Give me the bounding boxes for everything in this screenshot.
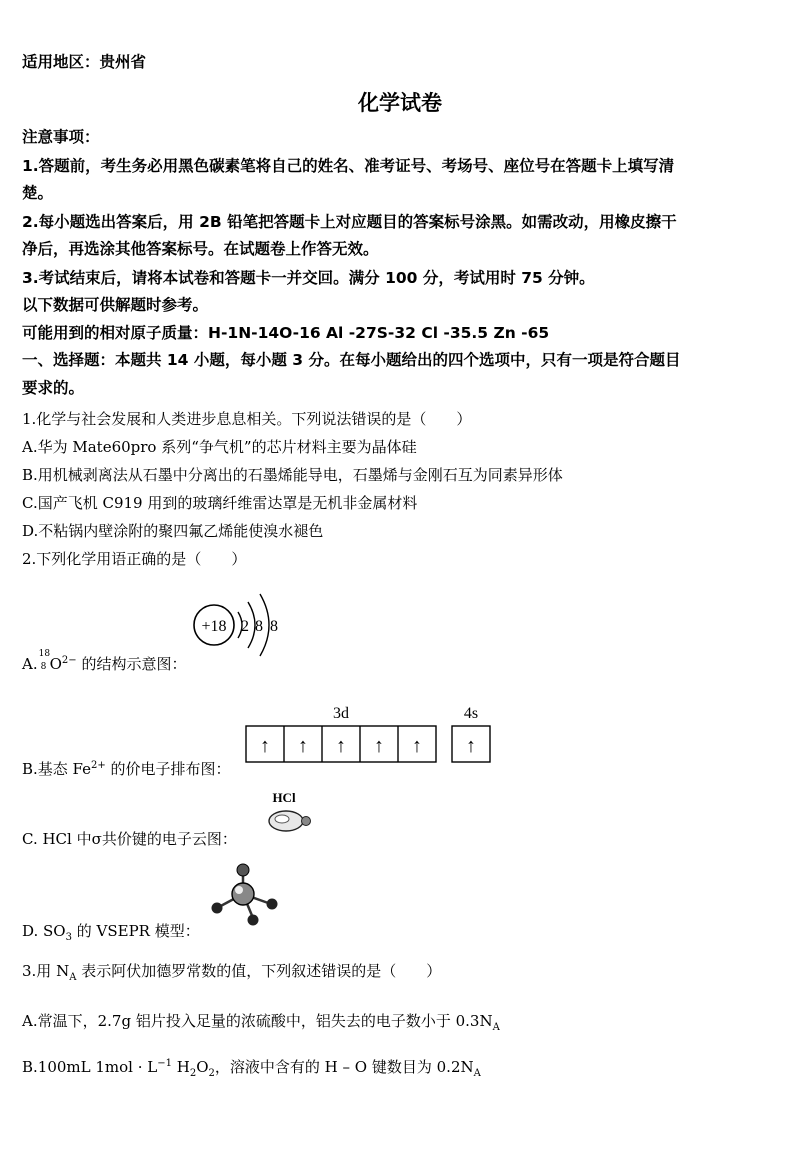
q2-stem: 2.下列化学用语正确的是（ ） <box>22 550 247 568</box>
hcl-image-label: HCl <box>272 790 296 805</box>
notice-item1-line2: 楚。 <box>22 184 54 202</box>
q2-a-symbol: O <box>49 655 62 673</box>
shell-3-count: 8 <box>270 618 278 635</box>
atomic-number: 8 <box>40 662 47 672</box>
q2-option-b <box>22 758 231 779</box>
q3-b-sub2: 2 <box>208 1068 215 1079</box>
shell-2-count: 8 <box>255 618 263 635</box>
q3-stem-sub: A <box>69 972 77 983</box>
section1-line2: 要求的。 <box>22 379 85 397</box>
q3-b-mid1: H <box>171 1058 190 1076</box>
q1-option-a: A.华为 Mate60pro 系列“争气机”的芯片材料主要为晶体硅 <box>22 438 417 456</box>
q1-option-b: B.用机械剥离法从石墨中分离出的石墨烯能导电，石墨烯与金刚石互为同素异形体 <box>22 466 563 484</box>
q3-b-sup: −1 <box>157 1058 172 1069</box>
vsepr-model-image <box>205 858 285 930</box>
q2-b-suffix: 的价电子排布图： <box>105 760 231 778</box>
q2-b-prefix: B.基态 Fe <box>22 760 92 778</box>
electron-arrow-3d-5: ↑ <box>412 735 422 757</box>
q3-b-sub3: A <box>473 1068 481 1079</box>
q2-d-sub: 3 <box>65 932 72 943</box>
orbital-diagram <box>244 700 504 770</box>
q2-option-d <box>22 920 200 943</box>
q2-d-suffix: 的 VSEPR 模型： <box>71 922 200 940</box>
q1-stem: 1.化学与社会发展和人类进步息息相关。下列说法错误的是（ ） <box>22 410 472 428</box>
q2-d-prefix: D. SO <box>22 922 66 940</box>
q2-a-prefix: A. <box>22 655 38 673</box>
q2-a-charge: 2− <box>61 655 77 666</box>
q2-a-suffix: 的结构示意图： <box>76 655 187 673</box>
atomic-mass-values: H-1N-14O-16 Al -27S-32 Cl -35.5 Zn -65 <box>208 324 550 342</box>
nucleus-charge: +18 <box>201 618 227 635</box>
atomic-structure-diagram <box>190 590 300 660</box>
orbital-label-3d: 3d <box>333 705 349 722</box>
electron-arrow-3d-1: ↑ <box>260 735 270 757</box>
section1-line1: 一、选择题：本题共 14 小题，每小题 3 分。在每小题给出的四个选项中，只有一项是符合题目 <box>22 351 681 369</box>
q3-stem-suffix: 表示阿伏加德罗常数的值，下列叙述错误的是（ ） <box>76 962 442 980</box>
q2-option-a <box>22 649 187 674</box>
data-reference: 以下数据可供解题时参考。 <box>22 296 209 314</box>
q3-option-b <box>22 1056 481 1079</box>
q3-b-mid2: O <box>196 1058 209 1076</box>
atomic-mass-line <box>22 321 549 343</box>
shell-1-count: 2 <box>241 618 249 635</box>
q3-b-prefix: B.100mL 1mol · L <box>22 1058 158 1076</box>
q1-option-c: C.国产飞机 C919 用到的玻璃纤维雷达罩是无机非金属材料 <box>22 494 418 512</box>
orbital-label-4s: 4s <box>463 705 479 722</box>
q3-b-sub1: 2 <box>189 1068 197 1079</box>
mass-number: 18 <box>38 649 51 659</box>
q3-option-a <box>22 1010 500 1033</box>
hcl-electron-cloud-image <box>262 786 322 836</box>
electron-arrow-4s: ↑ <box>466 735 476 757</box>
notice-item2-line2: 净后，再选涂其他答案标号。在试题卷上作答无效。 <box>22 240 379 258</box>
notice-item2-line1: 2.每小题选出答案后，用 2B 铅笔把答题卡上对应题目的答案标号涂黑。如需改动，用橡皮擦干 <box>22 213 677 231</box>
electron-arrow-3d-2: ↑ <box>298 735 308 757</box>
q2-option-c: C. HCl 中σ共价键的电子云图： <box>22 830 237 848</box>
notice-heading: 注意事项： <box>22 128 100 146</box>
nuclide-notation <box>38 649 51 672</box>
q1-option-d: D.不粘锅内壁涂附的聚四氟乙烯能使溴水褪色 <box>22 522 324 540</box>
q2-b-charge: 2+ <box>91 760 106 771</box>
q3-stem-prefix: 3.用 N <box>22 962 70 980</box>
notice-item3: 3.考试结束后，请将本试卷和答题卡一并交回。满分 100 分，考试用时 75 分钟。 <box>22 269 595 287</box>
region-label: 适用地区：贵州省 <box>22 53 147 71</box>
electron-arrow-3d-4: ↑ <box>374 735 384 757</box>
q3-b-suffix: ，溶液中含有的 H – O 键数目为 0.2N <box>214 1058 474 1076</box>
exam-title: 化学试卷 <box>358 91 442 115</box>
electron-arrow-3d-3: ↑ <box>336 735 346 757</box>
q3-a-text: A.常温下，2.7g 铝片投入足量的浓硫酸中，铝失去的电子数小于 0.3N <box>22 1012 493 1030</box>
notice-item1-line1: 1.答题前，考生务必用黑色碳素笔将自己的姓名、准考证号、考场号、座位号在答题卡上填写清 <box>22 157 675 175</box>
q3-stem <box>22 960 441 983</box>
q3-a-sub: A <box>492 1022 500 1033</box>
atomic-mass-label: 可能用到的相对原子质量： <box>22 324 209 342</box>
